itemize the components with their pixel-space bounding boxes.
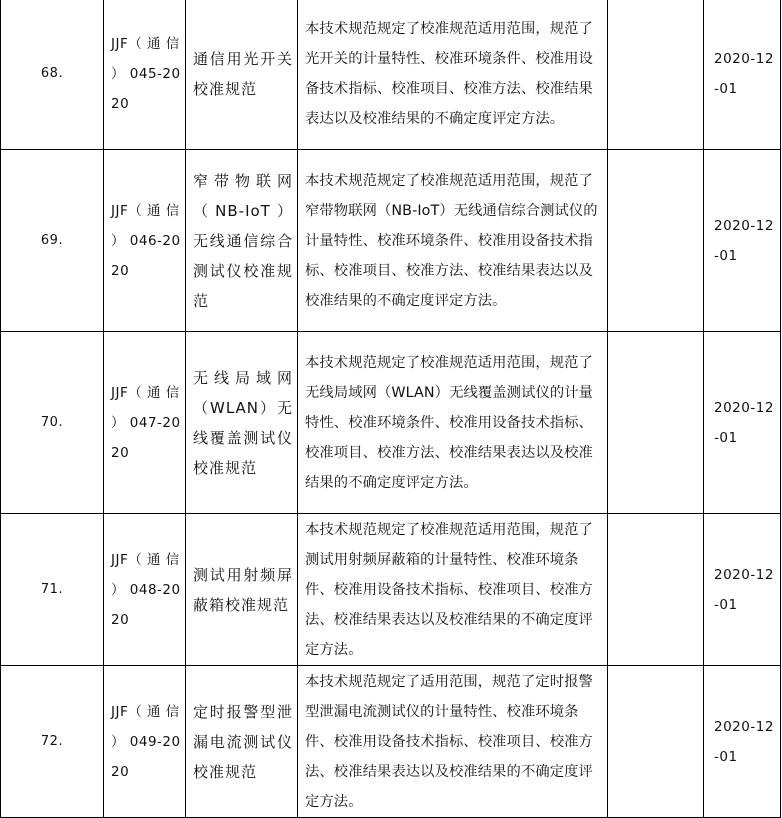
row-number: 72. bbox=[1, 666, 104, 818]
row-number: 71. bbox=[1, 514, 104, 666]
standard-description: 本技术规范规定了校准规范适用范围，规范了光开关的计量特性、校准环境条件、校准用设备技术指标、校准项目、校准方法、校准结果表达以及校准结果的不确定度评定方法。 bbox=[305, 20, 593, 127]
standard-name: 窄带物联网（NB-IoT）无线通信综合测试仪校准规范 bbox=[193, 171, 293, 310]
standard-name: 通信用光开关校准规范 bbox=[193, 49, 293, 98]
blank-cell bbox=[608, 514, 704, 666]
table-row bbox=[1, 150, 781, 332]
standard-name: 定时报警型泄漏电流测试仪校准规范 bbox=[193, 702, 293, 781]
standard-description: 本技术规范规定了校准规范适用范围，规范了窄带物联网（NB-IoT）无线通信综合测试仪的计量特性、校准环境条件、校准用设备技术指标、校准项目、校准方法、校准结果表达以及校准结果的不确定度评定方法。 bbox=[305, 172, 598, 309]
standard-code: JJF（ 通 信 ） 046-2020 bbox=[111, 202, 181, 279]
table-row bbox=[1, 666, 781, 818]
effective-date: 2020-12-01 bbox=[714, 50, 774, 97]
blank-cell bbox=[608, 150, 704, 332]
standard-name: 无线局域网（WLAN）无线覆盖测试仪校准规范 bbox=[193, 368, 293, 477]
blank-cell bbox=[608, 332, 704, 514]
standard-code: JJF（ 通 信 ） 048-2020 bbox=[111, 551, 181, 628]
blank-cell bbox=[608, 666, 704, 818]
row-number: 69. bbox=[1, 150, 104, 332]
standard-description: 本技术规范规定了校准规范适用范围，规范了无线局域网（WLAN）无线覆盖测试仪的计量特性、校准环境条件、校准用设备技术指标、校准项目、校准方法、校准结果表达以及校准结果的不确定度评定方法。 bbox=[305, 354, 594, 491]
standard-code: JJF（ 通 信 ） 047-2020 bbox=[111, 384, 181, 461]
table-row bbox=[1, 332, 781, 514]
standard-description: 本技术规范规定了适用范围，规范了定时报警型泄漏电流测试仪的计量特性、校准环境条件、校准用设备技术指标、校准项目、校准方法、校准结果表达以及校准结果的不确定度评定方法。 bbox=[305, 673, 593, 810]
table-row bbox=[1, 514, 781, 666]
blank-cell bbox=[608, 0, 704, 150]
effective-date: 2020-12-01 bbox=[714, 217, 774, 264]
standard-description: 本技术规范规定了校准规范适用范围，规范了测试用射频屏蔽箱的计量特性、校准环境条件、校准用设备技术指标、校准项目、校准方法、校准结果表达以及校准结果的不确定度评定方法。 bbox=[305, 521, 593, 658]
standard-code: JJF（ 通 信 ） 045-2020 bbox=[111, 35, 181, 112]
table-row bbox=[1, 0, 781, 150]
standard-name: 测试用射频屏蔽箱校准规范 bbox=[193, 565, 293, 614]
row-number: 68. bbox=[1, 0, 104, 150]
row-number: 70. bbox=[1, 332, 104, 514]
standard-code: JJF（ 通 信 ） 049-2020 bbox=[111, 703, 181, 780]
effective-date: 2020-12-01 bbox=[714, 718, 774, 765]
effective-date: 2020-12-01 bbox=[714, 399, 774, 446]
effective-date: 2020-12-01 bbox=[714, 566, 774, 613]
